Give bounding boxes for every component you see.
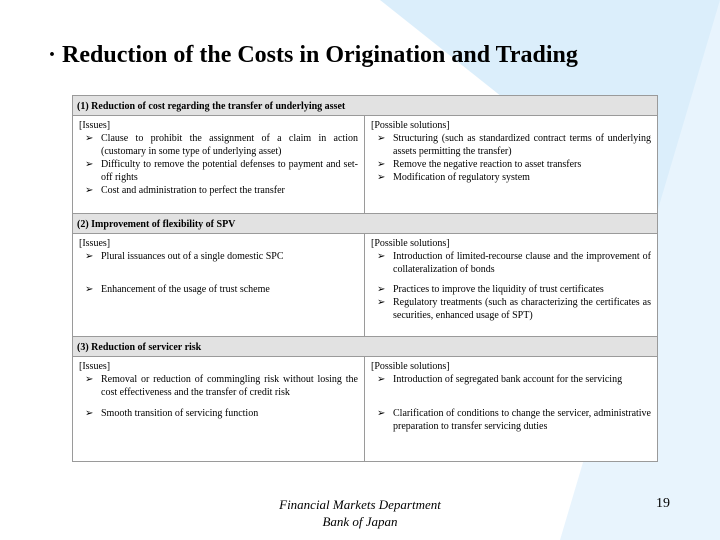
arrow-bullet-icon: ➢ — [85, 408, 94, 419]
list-item: ➢ Removal or reduction of commingling risk without losing the cost effectiveness and the transfer of credit risk — [85, 374, 358, 398]
list-item: ➢ Regulatory treatments (such as characterizing the certificates as securities, enhanced usage of SPT) — [377, 297, 651, 321]
section-3-solutions — [364, 357, 657, 461]
arrow-bullet-icon: ➢ — [377, 284, 386, 295]
arrow-bullet-icon: ➢ — [85, 133, 94, 144]
list-item: ➢ Clarification of conditions to change the servicer, administrative preparation to transfer servicing duties — [377, 408, 651, 432]
list-item: ➢ Introduction of limited-recourse clause and the improvement of collateralization of bonds — [377, 251, 651, 275]
list-item: ➢ Clause to prohibit the assignment of a claim in action (customary in some type of underlying asset) — [85, 133, 358, 157]
arrow-bullet-icon: ➢ — [85, 159, 94, 170]
list-item: ➢ Modification of regulatory system — [377, 172, 530, 183]
section-1-solutions — [364, 116, 657, 213]
arrow-bullet-icon: ➢ — [377, 374, 386, 385]
issues-label: [Issues] — [79, 361, 111, 372]
list-item: ➢ Introduction of segregated bank account for the servicing — [377, 374, 623, 385]
footer-organization: Bank of Japan — [322, 514, 398, 529]
list-item: ➢ Cost and administration to perfect the transfer — [85, 185, 285, 196]
section-2-solutions — [364, 234, 657, 336]
arrow-bullet-icon: ➢ — [377, 251, 386, 262]
issues-label: [Issues] — [79, 238, 111, 249]
section-3-issues — [73, 357, 364, 461]
arrow-bullet-icon: ➢ — [85, 251, 94, 262]
solutions-label: [Possible solutions] — [371, 361, 450, 372]
list-item: ➢ Plural issuances out of a single domestic SPC — [85, 251, 284, 262]
arrow-bullet-icon: ➢ — [85, 374, 94, 385]
arrow-bullet-icon: ➢ — [377, 133, 386, 144]
title-bullet: · — [48, 42, 57, 68]
arrow-bullet-icon: ➢ — [377, 297, 386, 308]
slide-title — [48, 42, 708, 69]
list-item: ➢ Remove the negative reaction to asset transfers — [377, 159, 582, 170]
section-3-header: (3) Reduction of servicer risk — [73, 337, 657, 357]
title-text: Reduction of the Costs in Origination and Trading — [62, 42, 578, 68]
solutions-label: [Possible solutions] — [371, 238, 450, 249]
page-number: 19 — [656, 496, 670, 511]
section-1-header: (1) Reduction of cost regarding the transfer of underlying asset — [73, 96, 657, 116]
arrow-bullet-icon: ➢ — [377, 172, 386, 183]
arrow-bullet-icon: ➢ — [85, 185, 94, 196]
list-item: ➢ Smooth transition of servicing function — [85, 408, 259, 419]
list-item: ➢ Enhancement of the usage of trust scheme — [85, 284, 270, 295]
arrow-bullet-icon: ➢ — [85, 284, 94, 295]
solutions-label: [Possible solutions] — [371, 120, 450, 131]
arrow-bullet-icon: ➢ — [377, 159, 386, 170]
list-item: ➢ Practices to improve the liquidity of trust certificates — [377, 284, 604, 295]
arrow-bullet-icon: ➢ — [377, 408, 386, 419]
section-1-issues — [73, 116, 364, 213]
footer — [240, 496, 480, 530]
list-item: ➢ Difficulty to remove the potential defenses to payment and set-off rights — [85, 159, 358, 183]
section-2-header: (2) Improvement of flexibility of SPV — [73, 214, 657, 234]
section-2-issues — [73, 234, 364, 336]
list-item: ➢ Structuring (such as standardized contract terms of underlying assets permitting the transfer) — [377, 133, 651, 157]
issues-label: [Issues] — [79, 120, 111, 131]
summary-table — [72, 95, 658, 462]
footer-department: Financial Markets Department — [279, 497, 441, 512]
